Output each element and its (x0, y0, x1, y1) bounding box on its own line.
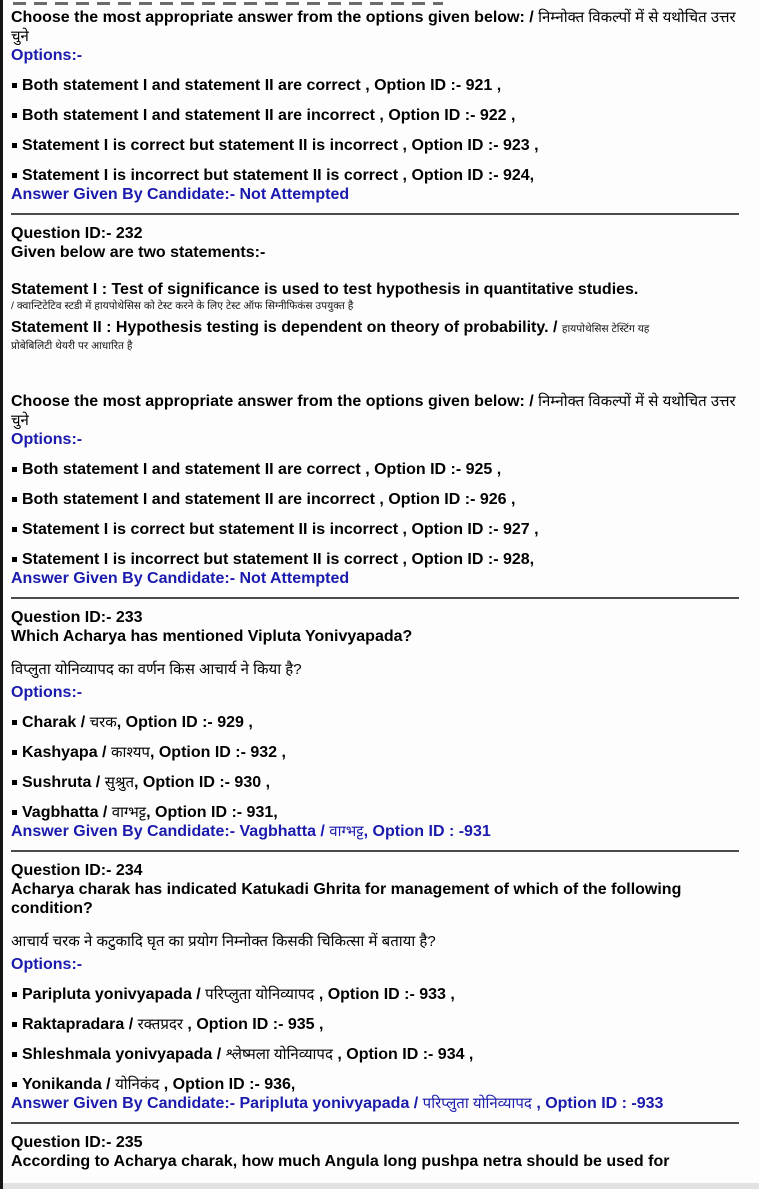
option-text: Both statement I and statement II are incorrect , Option ID :- 922 , (22, 107, 516, 124)
option-text-hi: सुश्रुत (104, 774, 134, 791)
option-text-tail: , Option ID :- 930 , (134, 774, 271, 791)
option-text-hi: परिप्लुता योनिव्यापद (205, 986, 315, 1003)
bullet-square-icon (12, 1082, 17, 1087)
bullet-square-icon (12, 83, 17, 88)
choose-instruction-en: Choose the most appropriate answer from the options given below: / (11, 9, 539, 26)
option-text-en: Shleshmala yonivyapada / (22, 1046, 226, 1063)
option-text-en: Charak / (22, 714, 90, 731)
answer-prefix: Answer Given By Candidate:- (11, 823, 240, 840)
question-text: Which Acharya has mentioned Vipluta Yonivyapada? (11, 628, 413, 645)
question-text: Given below are two statements:- (11, 244, 266, 261)
question-id: Question ID:- 233 (11, 609, 143, 626)
option-text-hi: वाग्भट्ट (111, 804, 147, 821)
question-id: Question ID:- 234 (11, 862, 143, 879)
choose-instruction-en: Choose the most appropriate answer from the options given below: / (11, 393, 539, 410)
clipped-previous-line (13, 2, 443, 5)
statement-2-hindi-inline: हायपोथेसिस टेस्टिंग यह (561, 323, 650, 335)
statement-1-en: Statement I : Test of significance is used to test hypothesis in quantitative studies. (11, 281, 639, 298)
option-text-hi: चरक (89, 714, 117, 731)
option-item (11, 106, 751, 125)
bullet-square-icon (12, 1022, 17, 1027)
page-bottom-edge (3, 1183, 759, 1189)
option-item (11, 803, 751, 822)
statement-1-hindi: / क्वान्टिटेटिव स्टडी में हायपोथेसिस को टेस्ट करने के लिए टेस्ट ऑफ सिग्नीफिकंस उपयुक्त है (11, 300, 354, 312)
option-item (11, 713, 751, 732)
choose-instruction (11, 392, 751, 430)
question-id: Question ID:- 232 (11, 225, 143, 242)
question-text: Acharya charak has indicated Katukadi Ghrita for management of which of the following condition? (11, 881, 682, 917)
option-text-tail: , Option ID :- 936, (159, 1076, 296, 1093)
option-text: Both statement I and statement II are incorrect , Option ID :- 926 , (22, 491, 516, 508)
option-text-tail: , Option ID :- 931, (146, 804, 278, 821)
option-item (11, 166, 751, 185)
option-text-en: Vagbhatta / (22, 804, 112, 821)
option-text: Both statement I and statement II are correct , Option ID :- 925 , (22, 461, 502, 478)
option-text: Statement I is correct but statement II is incorrect , Option ID :- 923 , (22, 137, 539, 154)
option-item (11, 490, 751, 509)
question-text-partial: According to Acharya charak, how much Angula long pushpa netra should be used for (11, 1153, 670, 1170)
option-text: Statement I is incorrect but statement II is correct , Option ID :- 928, (22, 551, 535, 568)
answer-tail: , Option ID : -933 (531, 1095, 664, 1112)
option-text-en: Kashyapa / (22, 744, 111, 761)
options-label: Options:- (11, 956, 83, 973)
option-text-hi: रक्तप्रदर (137, 1016, 183, 1033)
option-text-hi: योनिकंद (115, 1076, 160, 1093)
option-text: Statement I is correct but statement II is incorrect , Option ID :- 927 , (22, 521, 539, 538)
option-item (11, 460, 751, 479)
option-item (11, 76, 751, 95)
options-label: Options:- (11, 431, 83, 448)
question-text-hindi: आचार्य चरक ने कटुकादि घृत का प्रयोग निम्नोक्त किसकी चिकित्सा में बताया है? (11, 933, 436, 950)
answer-en: Vagbhatta / (239, 823, 330, 840)
answer-given-line (11, 822, 751, 841)
option-text: Both statement I and statement II are correct , Option ID :- 921 , (22, 77, 502, 94)
option-text-tail: , Option ID :- 934 , (332, 1046, 474, 1063)
bullet-square-icon (12, 992, 17, 997)
option-item (11, 520, 751, 539)
option-item (11, 985, 751, 1004)
option-text-en: Paripluta yonivyapada / (22, 986, 206, 1003)
answer-hi: परिप्लुता योनिव्यापद (422, 1095, 532, 1112)
answer-given-line: Answer Given By Candidate:- Not Attempted (11, 570, 350, 587)
bullet-square-icon (12, 527, 17, 532)
bullet-square-icon (12, 750, 17, 755)
bullet-square-icon (12, 557, 17, 562)
question-separator (11, 1122, 739, 1124)
option-text-tail: , Option ID :- 929 , (116, 714, 253, 731)
answer-hi: वाग्भट्ट (329, 823, 364, 840)
question-separator (11, 597, 739, 599)
bullet-square-icon (12, 467, 17, 472)
answer-given-line: Answer Given By Candidate:- Not Attempted (11, 186, 350, 203)
choose-instruction-hi: निम्नोक्त विकल्पों में से यथोचित उत्तर चुने (11, 393, 736, 429)
option-text-tail: , Option ID :- 933 , (314, 986, 455, 1003)
bullet-square-icon (12, 143, 17, 148)
option-text-hi: श्लेष्मला योनिव्यापद (225, 1046, 333, 1063)
bullet-square-icon (12, 173, 17, 178)
statement-1 (11, 280, 751, 299)
option-text-tail: , Option ID :- 932 , (149, 744, 286, 761)
statement-2-en: Statement II : Hypothesis testing is dependent on theory of probability. / (11, 319, 562, 336)
question-text-hindi: विप्लुता योनिव्यापद का वर्णन किस आचार्य ने किया है? (11, 661, 302, 678)
options-label: Options:- (11, 47, 83, 64)
question-id: Question ID:- 235 (11, 1134, 143, 1151)
bullet-square-icon (12, 720, 17, 725)
answer-en: Paripluta yonivyapada / (239, 1095, 423, 1112)
option-item (11, 136, 751, 155)
option-text: Statement I is incorrect but statement II is correct , Option ID :- 924, (22, 167, 535, 184)
answer-tail: , Option ID : -931 (363, 823, 491, 840)
option-item (11, 773, 751, 792)
statement-2-hindi-wrap: प्रोबेबिलिटी थेयरी पर आधारित है (11, 340, 133, 352)
bullet-square-icon (12, 1052, 17, 1057)
option-item (11, 743, 751, 762)
answer-prefix: Answer Given By Candidate:- (11, 1095, 240, 1112)
statement-2 (11, 318, 751, 339)
choose-instruction-hi: निम्नोक्त विकल्पों में से यथोचित उत्तर चुने (11, 9, 736, 45)
options-label: Options:- (11, 684, 83, 701)
question-separator (11, 850, 739, 852)
option-item (11, 1075, 751, 1094)
bullet-square-icon (12, 810, 17, 815)
bullet-square-icon (12, 113, 17, 118)
answer-given-line (11, 1094, 751, 1113)
bullet-square-icon (12, 497, 17, 502)
bullet-square-icon (12, 780, 17, 785)
option-text-en: Raktapradara / (22, 1016, 138, 1033)
option-text-en: Yonikanda / (22, 1076, 116, 1093)
question-separator (11, 213, 739, 215)
option-text-hi: काश्यप (110, 744, 150, 761)
option-text-en: Sushruta / (22, 774, 105, 791)
option-text-tail: , Option ID :- 935 , (182, 1016, 324, 1033)
option-item (11, 1045, 751, 1064)
choose-instruction (11, 8, 751, 46)
option-item (11, 550, 751, 569)
option-item (11, 1015, 751, 1034)
